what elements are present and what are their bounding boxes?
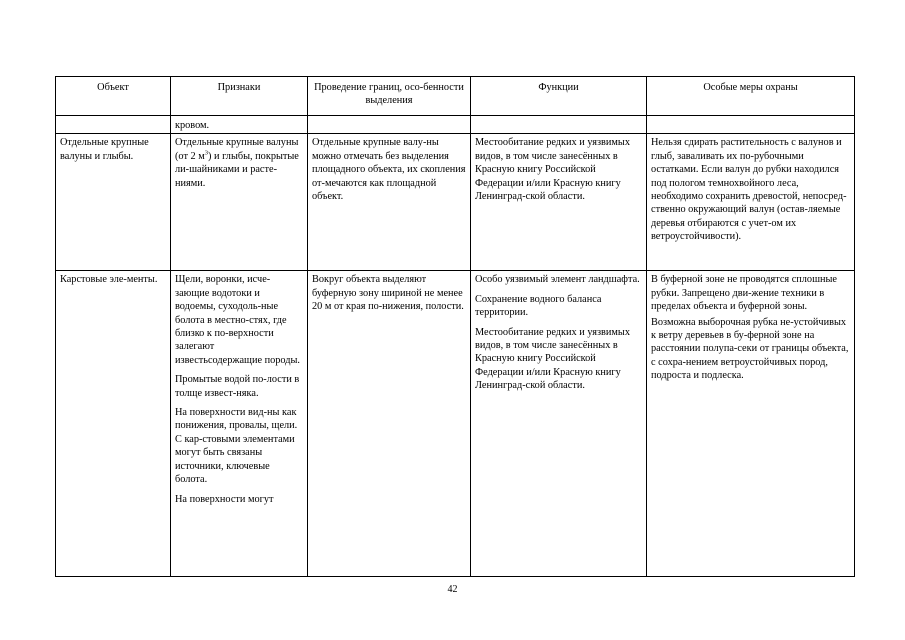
- header-boundaries: Проведение границ, осо-бенности выделения: [308, 77, 471, 116]
- features-paragraph: Щели, воронки, исче-зающие водотоки и водоемы, суходоль-ные болота в местно-стях, где близко к по-верхности залегают известьсодержащие породы.: [175, 274, 301, 366]
- features-text-part2: ) и глыбы, покрытые ли-шайниками и расте-ниями.: [175, 150, 299, 189]
- table-row-continuation: [56, 116, 855, 134]
- features-text-part1: Отдельные крупные валуны (от 2 м: [175, 137, 299, 162]
- cell-functions-karst: [471, 271, 647, 577]
- cell-features-boulders: [171, 134, 308, 271]
- functions-paragraph: Особо уязвимый элемент ландшафта.: [475, 274, 640, 286]
- superscript-cubic: 3: [204, 149, 209, 157]
- cell-object-boulders: Отдельные крупные валуны и глыбы.: [56, 134, 171, 271]
- header-features: Признаки: [171, 77, 308, 116]
- features-paragraph: На поверхности вид-ны как понижения, провалы, щели. С кар-стовыми элементами могут быть связаны источники, ключевые болота.: [175, 407, 298, 486]
- cell-boundaries-karst: Вокруг объекта выделяют буферную зону шириной не менее 20 м от края по-нижения, полости.: [308, 271, 471, 577]
- protection-paragraph: Возможна выборочная рубка не-устойчивых к ветру деревьев в бу-ферной зоне на расстоянии полупа-секи от границы объекта, с сохра-нением ветроустойчивых пород, подроста и подлеска.: [651, 316, 849, 382]
- header-protection: Особые меры охраны: [647, 77, 855, 116]
- table-header-row: [56, 77, 855, 116]
- protection-measures-table: [55, 76, 855, 577]
- header-functions: Функции: [471, 77, 647, 116]
- cell-protection-boulders: Нельзя сдирать растительность с валунов и глыб, заваливать их по-рубочными остатками. Если валун до рубки находился под пологом темнохвойного леса, необходимо сохранить древостой, непосред-ственно окружающий валун (остав-ляемые деревья отбираются с учет-ом их ветроустойчивости).: [647, 134, 855, 271]
- cell-empty: [56, 116, 171, 134]
- functions-paragraph: Местообитание редких и уязвимых видов, в том числе занесённых в Красную книгу Российской Федерации и/или Красную книгу Ленинград-ской области.: [475, 326, 630, 392]
- features-paragraph: Промытые водой по-лости в толще извест-няка.: [175, 374, 300, 399]
- functions-paragraph: Сохранение водного баланса территории.: [475, 293, 602, 319]
- cell-object-karst: Карстовые эле-менты.: [56, 271, 171, 577]
- cell-empty: [471, 116, 647, 134]
- table-row-boulders: [56, 134, 855, 271]
- protection-paragraph: В буферной зоне не проводятся сплошные рубки. Запрещено дви-жение техники в пределах объекта и буферной зоны.: [651, 274, 838, 313]
- cell-continuation-text: кровом.: [171, 116, 308, 134]
- page-number: 42: [447, 584, 458, 595]
- features-paragraph: На поверхности могут: [175, 493, 274, 505]
- cell-features-karst: [171, 271, 308, 577]
- cell-boundaries-boulders: Отдельные крупные валу-ны можно отмечать без выделения площадного объекта, их скопления от-мечаются как площадной объект.: [308, 134, 471, 271]
- cell-protection-karst: [647, 271, 855, 577]
- header-object: Объект: [56, 77, 171, 116]
- cell-empty: [308, 116, 471, 134]
- cell-functions-boulders: Местообитание редких и уязвимых видов, в том числе занесённых в Красную книгу Российской Федерации и/или Красную книгу Ленинград-ской области.: [471, 134, 647, 271]
- cell-empty: [647, 116, 855, 134]
- table-row-karst: [56, 271, 855, 577]
